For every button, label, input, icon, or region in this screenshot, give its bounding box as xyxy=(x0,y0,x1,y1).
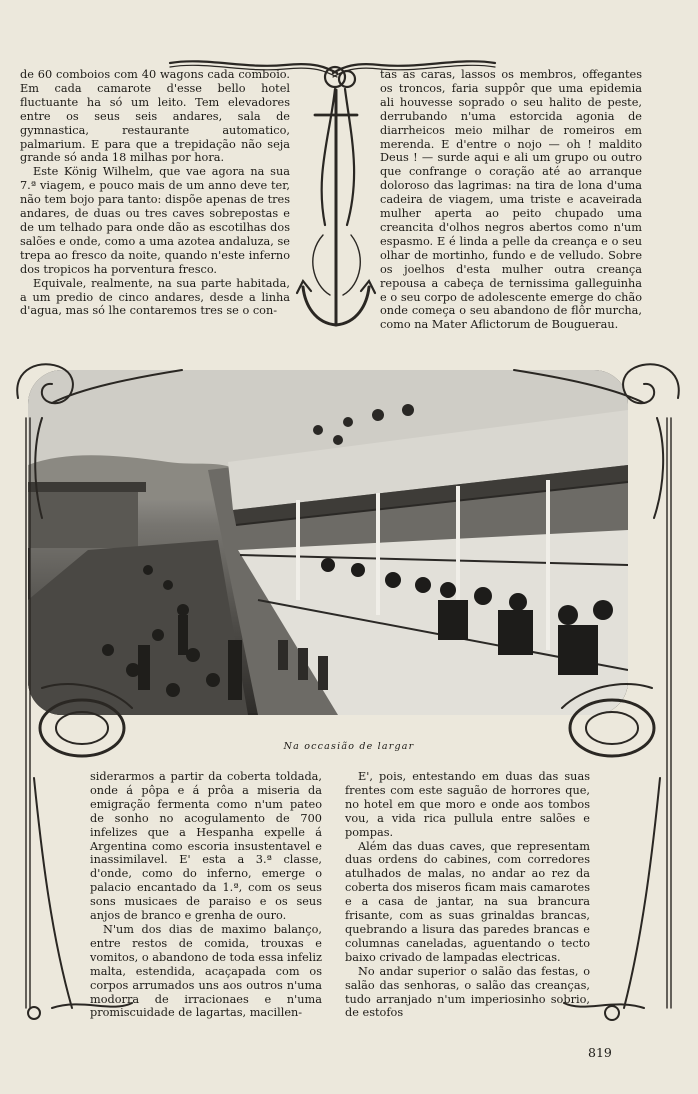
paragraph: N'um dos dias de maximo balanço, entre restos de comida, trouxas e vomitos, o abandono de toda essa infeliz malta, estendida, acaçapada com os corpos arrumados uns aos outros n'uma modorra de irracionaes e n'uma promiscuidade de lagartas, macillen- xyxy=(90,922,322,1020)
bottom-left-text-column xyxy=(90,770,322,1020)
paragraph: Equivale, realmente, na sua parte habitada, a um predio de cinco andares, desde a linha d'agua, mas só lhe contaremos tres se o con- xyxy=(20,276,290,318)
paragraph: Este König Wilhelm, que vae agora na sua 7.ª viagem, e pouco mais de um anno deve ter, não tem bojo para tanto: dispõe apenas de tres andares, de duas ou tres caves sobrepostas e de um telhado para onde dão as escotilhas dos salões e onde, como a uma azotea andaluza, se trepa ao fresco da noite, quando n'este inferno dos tropicos ha porventura fresco. xyxy=(20,165,290,276)
photo-caption: Na occasião de largar xyxy=(283,741,415,752)
paragraph: tas as caras, lassos os membros, offegantes os troncos, faria suppôr que uma epidemia ali houvesse soprado o seu halito de peste, derrubando n'uma estorcida agonia de diarrheicos meio milhar de romeiros em merenda. E d'entre o nojo — oh ! maldito Deus ! — surde aqui e ali um grupo ou outro que confrange o coração até ao arranque doloroso das lagrimas: na tira de lona d'uma cadeira de viagem, uma triste e acaveirada mulher aperta ao peito chupado uma creancita d'olhos negros abertos como n'um espasmo. E é linda a pelle da creança e o seu olhar de mortinho, fundo e de velludo. Sobre os joelhos d'esta mulher outra creança repousa a cabeça de ternissima galleguinha e o seu corpo de adolescente emerge do chão onde começa o seu abandono de flôr murcha, como na Mater Aflictorum de Bouguerau. xyxy=(380,68,642,332)
top-right-text-column xyxy=(380,68,642,332)
paragraph: siderarmos a partir da coberta toldada, onde á pôpa e á prôa a miseria da emigração fermenta como n'um pateo de sonho no acogulamento de 700 infelizes que a Hespanha expelle á Argentina como escoria insustentavel e inassimilavel. E' esta a 3.ª classe, d'onde, como do inferno, emerge o palacio encantado da 1.ª, com os seus sons musicaes de paraiso e os seus anjos de branco e grenha de ouro. xyxy=(90,770,322,923)
page-number: 819 xyxy=(588,1045,612,1060)
paragraph: E', pois, entestando em duas das suas frentes com este saguão de horrores que, no hotel em que moro e onde aos tombos vou, a vida rica pullula entre salões e pompas. xyxy=(345,770,590,839)
bottom-right-text-column xyxy=(345,770,590,1020)
top-left-text-column xyxy=(20,68,290,318)
paragraph: Além das duas caves, que representam duas ordens do cabines, com corredores atulhados de malas, no andar ao rez da coberta dos miseros ficam mais camarotes e a casa de jantar, na sua brancura frisante, com as suas grinaldas brancas, quebrando a lisura das paredes brancas e columnas caneladas, aguentando o tecto baixo crivado de lampadas electricas. xyxy=(345,839,590,964)
paragraph: No andar superior o salão das festas, o salão das senhoras, o salão das creanças, tudo arranjado n'um imperiosinho sobrio, de estofos xyxy=(345,964,590,1020)
paragraph: de 60 comboios com 40 wagons cada comboio. Em cada camarote d'esse bello hotel fluctuante ha só um leito. Tem elevadores entre os seus seis andares, sala de gymnastica, restaurante automatico, palmarium. E para que a trepidação não seja grande só anda 18 milhas por hora. xyxy=(20,68,290,165)
